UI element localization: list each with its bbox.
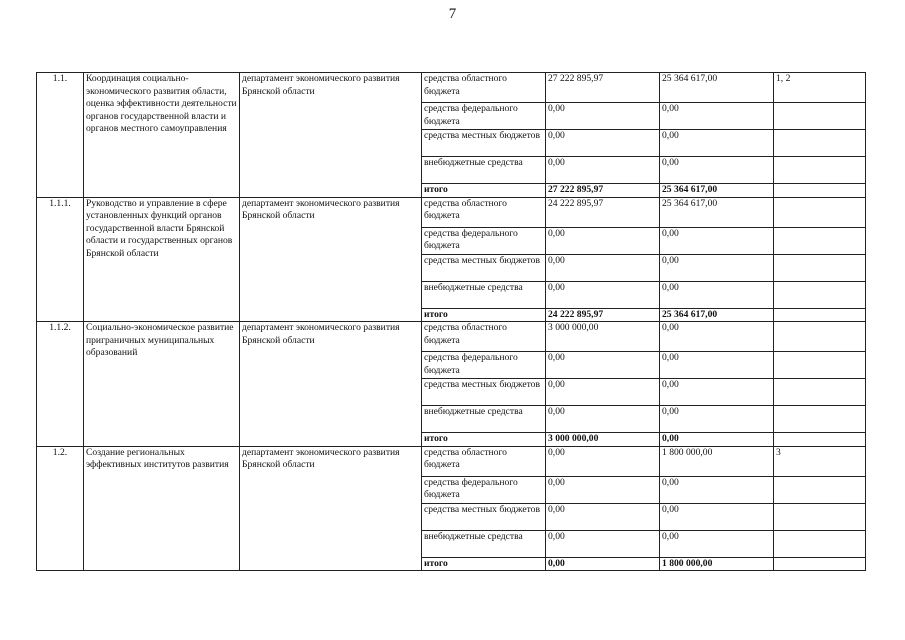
activity-name: Создание региональных эффективных институтов развития [84, 446, 240, 571]
amount-year-1: 0,00 [546, 157, 660, 184]
activity-name: Координация социально-экономического развития области, оценка эффективности деятельности органов государственной власти и органов местного самоуправления [84, 73, 240, 198]
amount-year-1: 24 222 895,97 [546, 197, 660, 227]
amount-year-1: 0,00 [546, 446, 660, 476]
total-funding-source: итого [422, 308, 546, 322]
amount-year-2: 0,00 [660, 254, 774, 281]
table-row [37, 322, 866, 352]
funding-source: средства федерального бюджета [422, 103, 546, 130]
total-funding-source: итого [422, 557, 546, 571]
funding-source: средства областного бюджета [422, 446, 546, 476]
amount-year-2: 0,00 [660, 530, 774, 557]
note [774, 197, 866, 227]
note-empty [774, 406, 866, 433]
table-body [37, 73, 866, 571]
amount-year-2: 0,00 [660, 281, 774, 308]
funding-source: внебюджетные средства [422, 406, 546, 433]
amount-year-2: 0,00 [660, 379, 774, 406]
note-empty [774, 184, 866, 198]
total-amount-year-2: 0,00 [660, 433, 774, 447]
total-amount-year-2: 25 364 617,00 [660, 308, 774, 322]
total-funding-source: итого [422, 184, 546, 198]
executor: департамент экономического развития Брянской области [240, 73, 422, 198]
amount-year-1: 0,00 [546, 352, 660, 379]
note-empty [774, 476, 866, 503]
note-empty [774, 157, 866, 184]
table-row [37, 446, 866, 476]
total-amount-year-2: 1 800 000,00 [660, 557, 774, 571]
executor: департамент экономического развития Брянской области [240, 446, 422, 571]
funding-source: внебюджетные средства [422, 530, 546, 557]
row-number: 1.2. [37, 446, 84, 571]
amount-year-2: 0,00 [660, 476, 774, 503]
note-empty [774, 308, 866, 322]
note-empty [774, 130, 866, 157]
table-row [37, 197, 866, 227]
note-empty [774, 103, 866, 130]
funding-source: средства областного бюджета [422, 322, 546, 352]
amount-year-2: 25 364 617,00 [660, 197, 774, 227]
amount-year-2: 25 364 617,00 [660, 73, 774, 103]
note: 3 [774, 446, 866, 476]
amount-year-2: 0,00 [660, 227, 774, 254]
amount-year-1: 0,00 [546, 476, 660, 503]
amount-year-2: 0,00 [660, 103, 774, 130]
amount-year-1: 0,00 [546, 503, 660, 530]
funding-source: средства федерального бюджета [422, 352, 546, 379]
funding-source: внебюджетные средства [422, 157, 546, 184]
amount-year-2: 1 800 000,00 [660, 446, 774, 476]
budget-table [36, 72, 866, 571]
note-empty [774, 530, 866, 557]
funding-source: средства областного бюджета [422, 197, 546, 227]
activity-name: Руководство и управление в сфере установленных функций органов государственной власти Брянской области и государственных органов Брянской области [84, 197, 240, 322]
amount-year-2: 0,00 [660, 157, 774, 184]
note-empty [774, 352, 866, 379]
row-number: 1.1.2. [37, 322, 84, 447]
note-empty [774, 254, 866, 281]
total-amount-year-2: 25 364 617,00 [660, 184, 774, 198]
amount-year-1: 0,00 [546, 406, 660, 433]
total-amount-year-1: 0,00 [546, 557, 660, 571]
executor: департамент экономического развития Брянской области [240, 197, 422, 322]
activity-name: Социально-экономическое развитие приграничных муниципальных образований [84, 322, 240, 447]
total-amount-year-1: 3 000 000,00 [546, 433, 660, 447]
funding-source: средства местных бюджетов [422, 254, 546, 281]
funding-source: средства областного бюджета [422, 73, 546, 103]
amount-year-2: 0,00 [660, 503, 774, 530]
note-empty [774, 503, 866, 530]
note-empty [774, 227, 866, 254]
total-amount-year-1: 27 222 895,97 [546, 184, 660, 198]
funding-source: внебюджетные средства [422, 281, 546, 308]
amount-year-1: 0,00 [546, 254, 660, 281]
total-amount-year-1: 24 222 895,97 [546, 308, 660, 322]
funding-source: средства местных бюджетов [422, 503, 546, 530]
funding-source: средства федерального бюджета [422, 476, 546, 503]
amount-year-1: 3 000 000,00 [546, 322, 660, 352]
note-empty [774, 433, 866, 447]
total-funding-source: итого [422, 433, 546, 447]
amount-year-1: 0,00 [546, 130, 660, 157]
note [774, 322, 866, 352]
note: 1, 2 [774, 73, 866, 103]
funding-source: средства местных бюджетов [422, 379, 546, 406]
page-number: 7 [448, 6, 457, 22]
row-number: 1.1. [37, 73, 84, 198]
funding-source: средства федерального бюджета [422, 227, 546, 254]
row-number: 1.1.1. [37, 197, 84, 322]
amount-year-1: 0,00 [546, 103, 660, 130]
amount-year-2: 0,00 [660, 130, 774, 157]
note-empty [774, 379, 866, 406]
amount-year-2: 0,00 [660, 352, 774, 379]
note-empty [774, 557, 866, 571]
amount-year-1: 0,00 [546, 379, 660, 406]
note-empty [774, 281, 866, 308]
executor: департамент экономического развития Брянской области [240, 322, 422, 447]
table-row [37, 73, 866, 103]
funding-source: средства местных бюджетов [422, 130, 546, 157]
amount-year-2: 0,00 [660, 406, 774, 433]
amount-year-1: 0,00 [546, 227, 660, 254]
amount-year-2: 0,00 [660, 322, 774, 352]
amount-year-1: 27 222 895,97 [546, 73, 660, 103]
amount-year-1: 0,00 [546, 281, 660, 308]
amount-year-1: 0,00 [546, 530, 660, 557]
